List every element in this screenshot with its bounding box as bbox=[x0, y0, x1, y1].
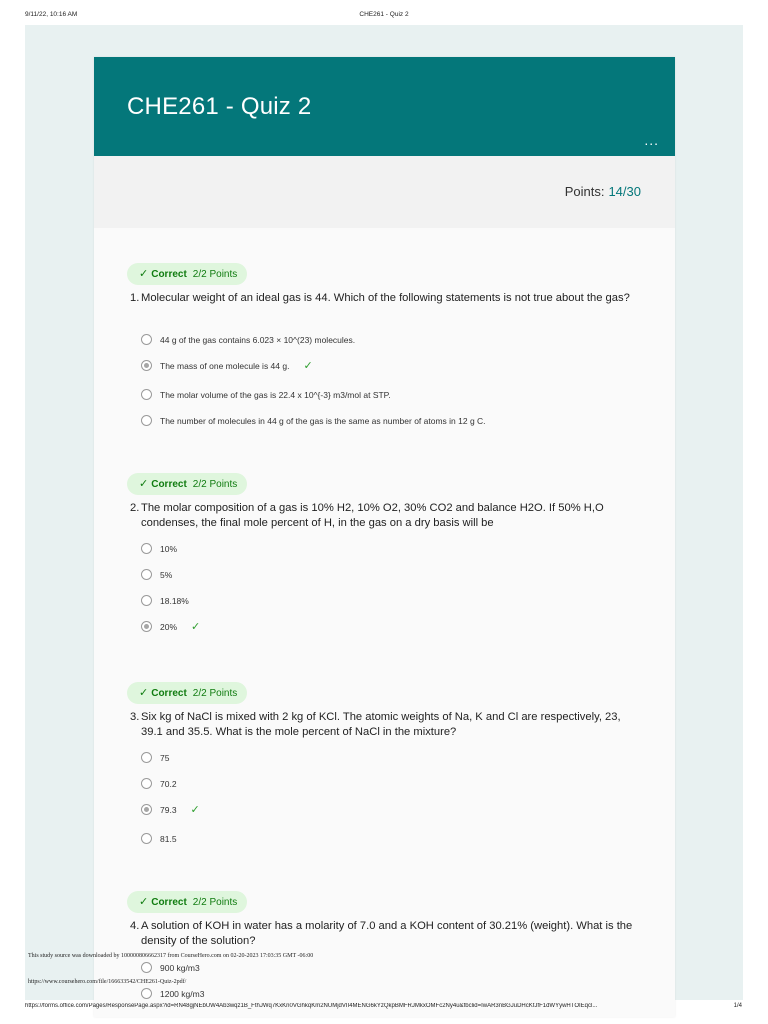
radio-button[interactable] bbox=[141, 569, 152, 580]
radio-button[interactable] bbox=[141, 778, 152, 789]
points-value: 14/30 bbox=[608, 184, 641, 199]
correct-check-icon: ✓ bbox=[303, 360, 313, 372]
option-label: The molar volume of the gas is 22.4 x 10^{-3} m3/mol at STP. bbox=[160, 390, 391, 400]
question-number: 2. bbox=[130, 502, 140, 514]
radio-button[interactable] bbox=[141, 543, 152, 554]
question-number: 3. bbox=[130, 711, 140, 723]
correct-badge bbox=[127, 263, 247, 285]
option-label: The mass of one molecule is 44 g. ✓ bbox=[160, 360, 313, 372]
option-label: 44 g of the gas contains 6.023 × 10^(23) molecules. bbox=[160, 335, 356, 345]
correct-badge bbox=[127, 891, 247, 913]
option-label: 900 kg/m3 bbox=[160, 963, 200, 973]
radio-button[interactable] bbox=[141, 389, 152, 400]
check-icon: ✓ bbox=[139, 268, 149, 280]
download-note: This study source was downloaded by 100000806662317 from CourseHero.com on 02-20-2023 17:03:35 GMT -06:00 bbox=[28, 953, 314, 959]
option-label: The number of molecules in 44 g of the gas is the same as number of atoms in 12 g C. bbox=[160, 416, 486, 426]
option-label: 70.2 bbox=[160, 779, 177, 789]
question-number: 4. bbox=[130, 920, 140, 932]
correct-badge bbox=[127, 473, 247, 495]
form-card bbox=[94, 57, 675, 1017]
option-label: 10% bbox=[160, 544, 178, 554]
correct-check-icon: ✓ bbox=[190, 804, 200, 816]
page-number: 1/4 bbox=[733, 1003, 742, 1009]
question-text bbox=[130, 501, 635, 530]
radio-button[interactable] bbox=[141, 833, 152, 844]
radio-button[interactable] bbox=[141, 962, 152, 973]
question-text bbox=[130, 919, 635, 948]
form-title: CHE261 - Quiz 2 bbox=[127, 93, 312, 120]
question-body: Molecular weight of an ideal gas is 44. Which of the following statements is not true about the gas? bbox=[141, 292, 630, 304]
correct-badge bbox=[127, 682, 247, 704]
badge-points: 2/2 Points bbox=[192, 269, 238, 280]
print-datetime: 9/11/22, 10:16 AM bbox=[25, 11, 78, 18]
option-label: 79.3 ✓ bbox=[160, 804, 200, 816]
points-summary bbox=[565, 184, 641, 199]
check-icon: ✓ bbox=[139, 687, 149, 699]
badge-points: 2/2 Points bbox=[192, 897, 238, 908]
option-label: 75 bbox=[160, 753, 170, 763]
option-label: 18.18% bbox=[160, 596, 189, 606]
question-body: Six kg of NaCl is mixed with 2 kg of KCl. The atomic weights of Na, K and Cl are respectively, 23, 39.1 and 35.5. What is the mole percent of NaCl in the mixture? bbox=[141, 711, 621, 738]
correct-check-icon: ✓ bbox=[191, 621, 201, 633]
check-icon: ✓ bbox=[139, 896, 149, 908]
radio-button-selected[interactable] bbox=[141, 804, 152, 815]
badge-status: Correct bbox=[151, 688, 187, 699]
radio-button[interactable] bbox=[141, 334, 152, 345]
radio-button[interactable] bbox=[141, 595, 152, 606]
page-url: https://forms.office.com/Pages/ResponsePage.aspx?id=RN48gjNEbUW4Ab3wqz1B_FthJWq7KxKn0VGhkqKm2NUMjdVII4MENG6kYzQkpBMFRJMkxOMFc2Ny4u&fbclid=IwAR3nBGJuDHcKfJfF1dWYywHTOIEqcl... bbox=[25, 1003, 598, 1009]
points-label: Points: bbox=[564, 184, 605, 199]
source-link[interactable]: https://www.coursehero.com/file/166633542/CHE261-Quiz-2pdf/ bbox=[28, 979, 187, 985]
option-label: 1200 kg/m3 bbox=[160, 989, 205, 999]
radio-button[interactable] bbox=[141, 415, 152, 426]
badge-status: Correct bbox=[151, 269, 187, 280]
more-options-icon[interactable]: ... bbox=[644, 132, 659, 148]
badge-points: 2/2 Points bbox=[192, 479, 238, 490]
radio-button[interactable] bbox=[141, 988, 152, 999]
question-text bbox=[130, 710, 635, 739]
badge-status: Correct bbox=[151, 897, 187, 908]
radio-button-selected[interactable] bbox=[141, 621, 152, 632]
radio-button[interactable] bbox=[141, 752, 152, 763]
check-icon: ✓ bbox=[139, 478, 149, 490]
print-title: CHE261 - Quiz 2 bbox=[359, 11, 409, 18]
points-bar bbox=[94, 156, 675, 228]
question-number: 1. bbox=[130, 292, 140, 304]
question-text bbox=[130, 291, 635, 306]
badge-status: Correct bbox=[151, 479, 187, 490]
question-body: The molar composition of a gas is 10% H2, 10% O2, 30% CO2 and balance H2O. If 50% H,O condenses, the final mole percent of H, in the gas on a dry basis will be bbox=[141, 502, 604, 529]
question-body: A solution of KOH in water has a molarity of 7.0 and a KOH content of 30.21% (weight). What is the density of the solution? bbox=[141, 920, 633, 947]
option-label: 81.5 bbox=[160, 834, 177, 844]
print-header bbox=[0, 11, 768, 23]
option-label: 20% ✓ bbox=[160, 621, 201, 633]
option-label: 5% bbox=[160, 570, 173, 580]
form-banner bbox=[94, 57, 675, 156]
radio-button-selected[interactable] bbox=[141, 360, 152, 371]
badge-points: 2/2 Points bbox=[192, 688, 238, 699]
